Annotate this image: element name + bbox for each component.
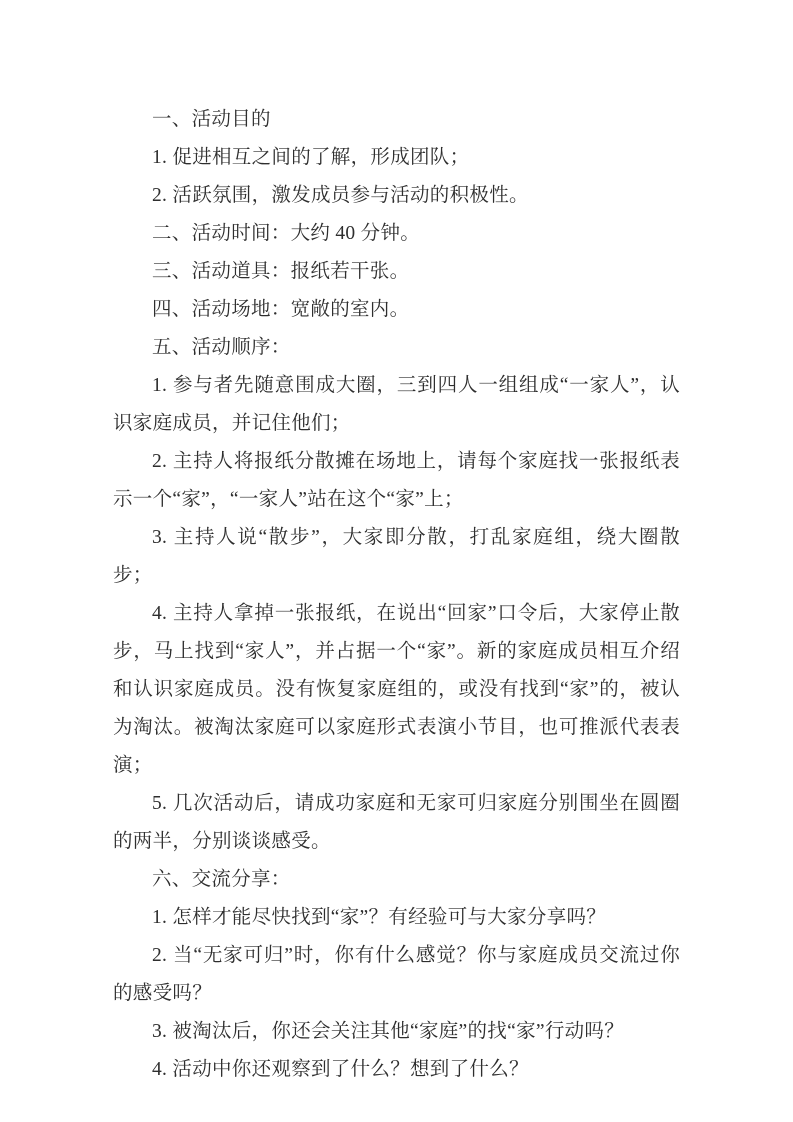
- paragraph-sharing-question-1: 1. 怎样才能尽快找到“家”？有经验可与大家分享吗？: [152, 907, 607, 928]
- paragraph-sequence-step-3: 3. 主持人说“散步”，大家即分散，打乱家庭组，绕大圈散步；: [113, 527, 680, 586]
- section-heading-activity-sequence: 五、活动顺序：: [152, 337, 291, 358]
- paragraph-sequence-step-4: 4. 主持人拿掉一张报纸，在说出“回家”口令后，大家停止散步，马上找到“家人”，并占据一个“家”。新的家庭成员相互介绍和认识家庭成员。没有恢复家庭组的，或没有找到“家”的，被认为淘汰。被淘汰家庭可以家庭形式表演小节目，也可推派代表表演；: [113, 603, 680, 776]
- paragraph-sharing-question-4: 4. 活动中你还观察到了什么？想到了什么？: [152, 1059, 529, 1080]
- paragraph-sequence-step-5: 5. 几次活动后，请成功家庭和无家可归家庭分别围坐在圆圈的两半，分别谈谈感受。: [113, 793, 680, 852]
- paragraph-purpose-item-1: 1. 促进相互之间的了解，形成团队；: [152, 147, 470, 168]
- paragraph-sharing-question-3: 3. 被淘汰后，你还会关注其他“家庭”的找“家”行动吗？: [152, 1021, 625, 1042]
- section-heading-activity-venue: 四、活动场地：宽敞的室内。: [152, 299, 410, 320]
- section-heading-activity-purpose: 一、活动目的: [152, 109, 271, 130]
- section-heading-sharing: 六、交流分享：: [152, 869, 291, 890]
- paragraph-sharing-question-2: 2. 当“无家可归”时，你有什么感觉？你与家庭成员交流过你的感受吗？: [113, 945, 680, 1004]
- paragraph-purpose-item-2: 2. 活跃氛围，激发成员参与活动的积极性。: [152, 185, 529, 206]
- section-heading-activity-time: 二、活动时间：大约 40 分钟。: [152, 223, 421, 244]
- paragraph-sequence-step-2: 2. 主持人将报纸分散摊在场地上，请每个家庭找一张报纸表示一个“家”，“一家人”站在这个“家”上；: [113, 451, 680, 510]
- paragraph-sequence-step-1: 1. 参与者先随意围成大圈，三到四人一组组成“一家人”，认识家庭成员，并记住他们；: [113, 375, 680, 434]
- section-heading-activity-props: 三、活动道具：报纸若干张。: [152, 261, 410, 282]
- document-body: [113, 101, 680, 1089]
